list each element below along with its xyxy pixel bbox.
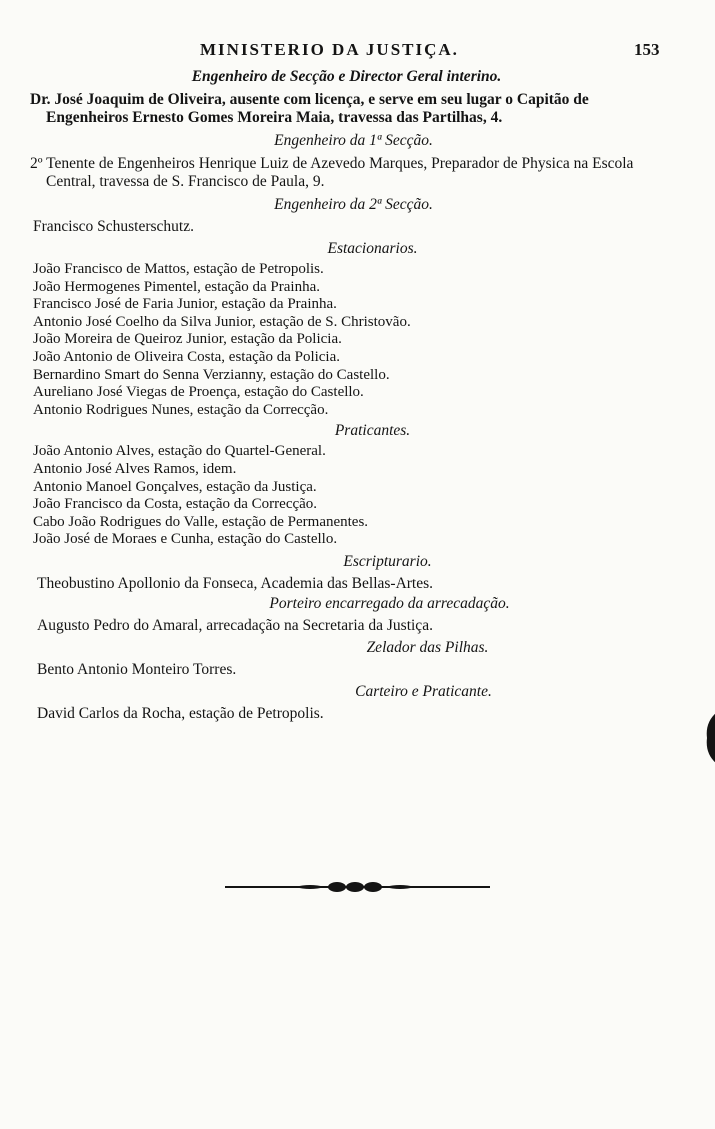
section-heading-porteiro: Porteiro encarregado da arrecadação. bbox=[269, 594, 510, 612]
list-item: João Antonio de Oliveira Costa, estação da Policia. bbox=[33, 348, 341, 365]
section-heading-director: Engenheiro de Secção e Director Geral interino. bbox=[191, 68, 502, 85]
end-ornament bbox=[225, 878, 490, 896]
list-praticantes bbox=[0, 443, 715, 549]
section-heading-zelador: Zelador das Pilhas. bbox=[366, 638, 489, 656]
entry-porteiro: Augusto Pedro do Amaral, arrecadação na Secretaria da Justiça. bbox=[37, 616, 433, 634]
entry-zelador: Bento Antonio Monteiro Torres. bbox=[37, 660, 237, 678]
list-item: Antonio José Coelho da Silva Junior, estação de S. Christovão. bbox=[33, 313, 411, 330]
list-item: Aureliano José Viegas de Proença, estação do Castello. bbox=[33, 384, 364, 401]
section-heading-estacionarios: Estacionarios. bbox=[327, 240, 418, 257]
section-heading-carteiro: Carteiro e Praticante. bbox=[355, 682, 492, 700]
list-item: Antonio José Alves Ramos, idem. bbox=[33, 460, 237, 477]
entry-first-section: 2º Tenente de Engenheiros Henrique Luiz de Azevedo Marques, Preparador de Physica na Escola Central, travessa de S. Francisco de Paula, 9. bbox=[30, 155, 634, 190]
list-estacionarios bbox=[0, 261, 715, 419]
list-item: Cabo João Rodrigues do Valle, estação de Permanentes. bbox=[33, 513, 369, 530]
list-item: João Francisco da Costa, estação da Correcção. bbox=[33, 496, 318, 513]
list-item: João Francisco de Mattos, estação de Petropolis. bbox=[33, 261, 324, 277]
list-item: Antonio Rodrigues Nunes, estação da Correcção. bbox=[33, 401, 329, 418]
running-head: MINISTERIO DA JUSTIÇA. bbox=[200, 40, 459, 59]
list-item: João Hermogenes Pimentel, estação da Prainha. bbox=[33, 278, 320, 295]
entry-second-section: Francisco Schusterschutz. bbox=[33, 218, 194, 235]
ink-blot-edge bbox=[703, 712, 715, 764]
list-item: Bernardino Smart do Senna Verzianny, estação do Castello. bbox=[33, 366, 390, 383]
list-item: Francisco José de Faria Junior, estação da Prainha. bbox=[33, 296, 337, 313]
page-header bbox=[0, 40, 715, 64]
section-heading-escripturario: Escripturario. bbox=[343, 552, 432, 570]
entry-carteiro: David Carlos da Rocha, estação de Petropolis. bbox=[37, 704, 324, 722]
list-item: João José de Moraes e Cunha, estação do Castello. bbox=[33, 531, 338, 548]
section-heading-second-section: Engenheiro da 2ª Secção. bbox=[274, 196, 433, 213]
section-heading-first-section: Engenheiro da 1ª Secção. bbox=[274, 132, 433, 149]
list-item: Antonio Manoel Gonçalves, estação da Justiça. bbox=[33, 478, 317, 495]
entry-director: Dr. José Joaquim de Oliveira, ausente com licença, e serve em seu lugar o Capitão de Engenheiros Ernesto Gomes Moreira Maia, travessa das Partilhas, 4. bbox=[30, 91, 589, 126]
document-body bbox=[0, 67, 715, 724]
page-number: 153 bbox=[634, 40, 660, 59]
list-item: João Moreira de Queiroz Junior, estação da Policia. bbox=[33, 331, 342, 348]
entry-escripturario: Theobustino Apollonio da Fonseca, Academia das Bellas-Artes. bbox=[37, 574, 434, 592]
section-heading-praticantes: Praticantes. bbox=[334, 422, 411, 440]
list-item: João Antonio Alves, estação do Quartel-General. bbox=[33, 443, 326, 460]
